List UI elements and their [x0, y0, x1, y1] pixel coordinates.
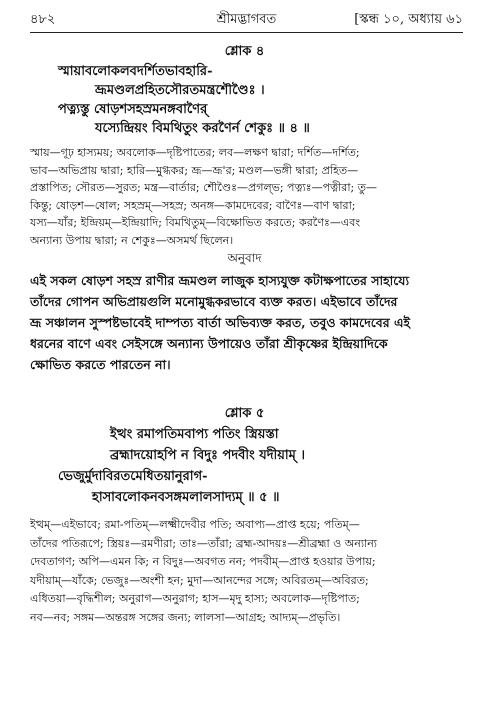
- word-meaning-line: নব—নব; সঙ্গম—অন্তরঙ্গ সঙ্গের জন্য; লালসা—আগ্রহ; আদ্যম্—প্রভৃতি।: [30, 610, 341, 624]
- book-title: শ্রীমদ্ভাগবত: [216, 12, 277, 27]
- verse-4-word-meanings: [30, 144, 463, 249]
- translation-line: ধরনের বাণে এবং সেইসঙ্গে অন্যান্য উপায়েও তাঁরা শ্রীকৃষ্ণের ইন্দ্রিয়াদিকে: [30, 336, 388, 351]
- verse-4-translation: [30, 270, 463, 375]
- section-reference: [স্কন্ধ ১০, অধ্যায় ৬১: [354, 12, 463, 27]
- verse-5-line: ভেজুর্মুদাবিরতমেধিতয়ানুরাগ-: [58, 469, 208, 484]
- word-meaning-line: স্মায়—গূঢ় হাস্যময়; অবলোক—দৃষ্টিপাতের; লব—লক্ষণ দ্বারা; দর্শিত—দর্শিত;: [30, 146, 360, 159]
- word-meaning-line: কিন্তু; ষোড়শ—ষোল; সহস্রম্—সহস্র; অনঙ্গ—কামদেবের; বাণৈঃ—বাণ দ্বারা;: [30, 198, 356, 212]
- verse-4-line: যস্যেন্দ্রিয়ং বিমথিতুং করণৈর্ন শেকুঃ ॥ ৪ ॥: [95, 121, 310, 136]
- verse-4-line: পত্ন্যস্তু ষোড়শসহস্রমনঙ্গবাণৈর্: [58, 102, 208, 117]
- translation-line: এই সকল ষোড়শ সহস্র রাণীর ভ্রূমণ্ডল লাজুক হাস্যযুক্ত কটাক্ষপাতের সাহায্যে: [30, 273, 410, 288]
- word-meaning-line: দেবতাগণ; অপি—এমন কি; ন বিদুঃ—অবগত নন; পদবীম্—প্রাপ্ত হওয়ার উপায়;: [30, 555, 376, 568]
- page-number: ৪৮২: [30, 12, 56, 27]
- running-header: [30, 8, 463, 33]
- word-meaning-line: অন্যান্য উপায় দ্বারা; ন শেকুঃ—অসমর্থ ছিলেন।: [30, 233, 234, 247]
- translation-label: অনুবাদ: [227, 251, 262, 265]
- verse-5-word-meanings: [30, 516, 463, 627]
- translation-line: ভ্রূ সঞ্চালন সুস্পষ্টভাবেই দাম্পত্য বার্তা অভিব্যক্ত করত, তবুও কামদেবের এই: [30, 315, 410, 330]
- verse-4-label: শ্লোক ৪: [224, 44, 265, 59]
- verse-4-line: স্মায়াবলোকলবদর্শিতভাবহারি-: [58, 64, 213, 79]
- word-meaning-line: যস্য—যাঁর; ইন্দ্রিয়ম্—ইন্দ্রিয়াদি; বিমথিতুম্—বিক্ষোভিত করতে; করণৈঃ—এবং: [30, 216, 361, 229]
- verse-5-line: ইত্থং রমাপতিমবাপ্য পতিং স্ত্রিয়স্তা: [110, 427, 279, 442]
- verse-5-line: ব্রহ্মাদয়োহপি ন বিদুঃ পদবীং যদীয়াম্ ।: [110, 448, 306, 463]
- word-meaning-line: প্রস্তাপিত; সৌরত—সুরত; মন্ত্র—বার্তার; শৌণ্ডৈঃ—প্রগল্ভ; পত্ন্যঃ—পত্নীরা; তু—: [30, 181, 378, 194]
- verse-4-line: ভ্রূমণ্ডলপ্রহিতসৌরতমন্ত্রশৌণ্ডৈঃ ।: [95, 83, 265, 98]
- translation-line: ক্ষোভিত করতে পারতেন না।: [30, 357, 171, 372]
- verse-5-line: হাসাবলোকনবসঙ্গমলালসাদ্যম্ ॥ ৫ ॥: [92, 490, 280, 505]
- verse-5-label: শ্লোক ৫: [224, 406, 265, 421]
- word-meaning-line: ইত্থম্—এইভাবে; রমা-পতিম্—লক্ষ্মীদেবীর পতি; অবাপ্য—প্রাপ্ত হয়ে; পতিম্—: [30, 518, 360, 531]
- word-meaning-line: এধিতয়া—বৃদ্ধিশীল; অনুরাগ—অনুরাগ; হাস—মৃদু হাস্য; অবলোক—দৃষ্টিপাত;: [30, 592, 360, 605]
- word-meaning-line: যদীয়াম্—যাঁকে; ভেজুঃ—অংশী হন; মুদা—আনন্দের সঙ্গে; অবিরতম্—অবিরত;: [30, 573, 369, 587]
- word-meaning-line: তাঁদের পতিরূপে; স্ত্রিয়ঃ—রমণীরা; তাঃ—তাঁরা; ব্রহ্ম-আদয়ঃ—শ্রীব্রহ্মা ও অন্যান্য: [30, 536, 377, 550]
- word-meaning-line: ভাব—অভিপ্রায় দ্বারা; হারি—মুগ্ধকর; ভ্রূ—ভ্রূ'র; মণ্ডল—ভঙ্গী দ্বারা; প্রহিত—: [30, 163, 359, 177]
- translation-line: তাঁদের গোপন অভিপ্রায়গুলি মনোমুগ্ধকরভাবে ব্যক্ত করত। এইভাবে তাঁদের: [30, 294, 398, 309]
